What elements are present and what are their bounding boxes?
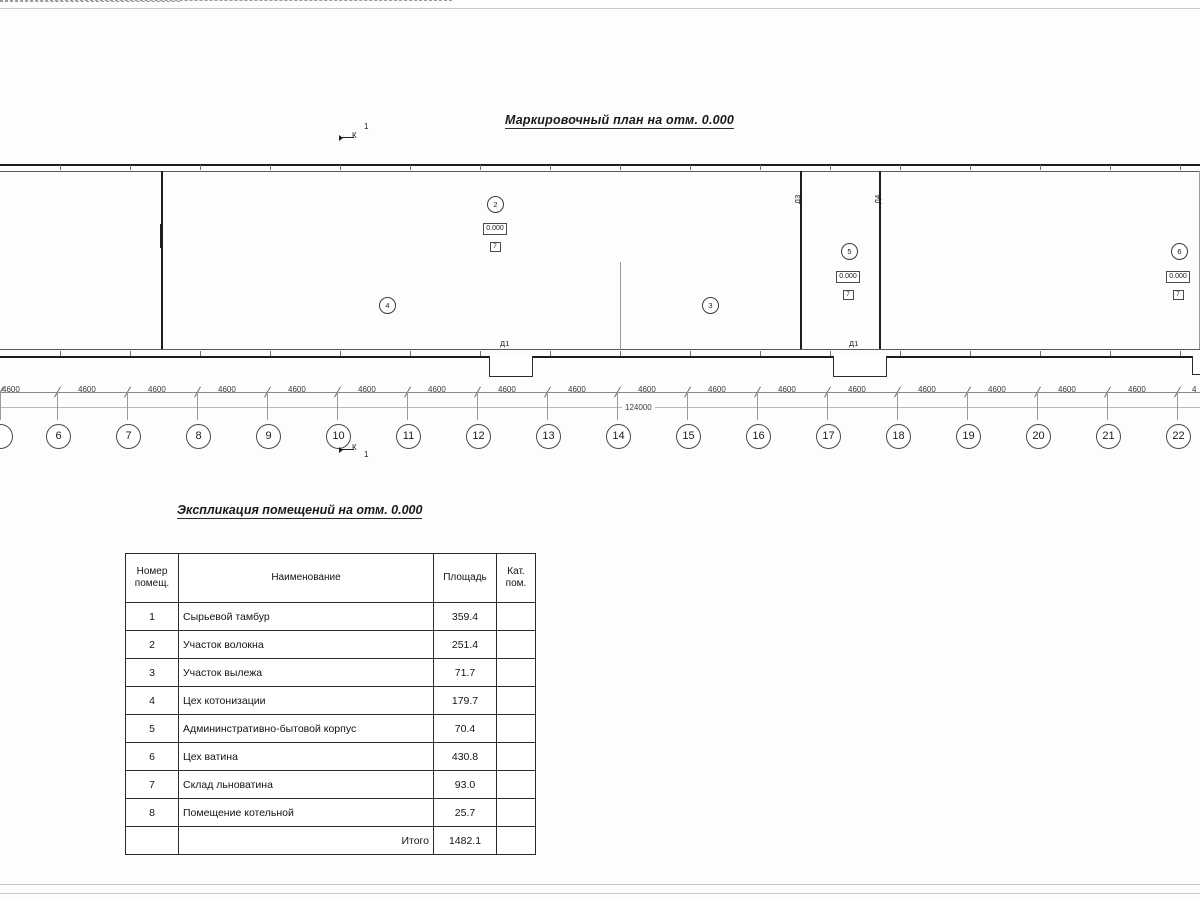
dimension-value: 4600: [918, 385, 936, 394]
cell-area: 93.0: [434, 771, 497, 799]
partition-axis-7: [161, 171, 163, 349]
room-bubble-3: 3: [702, 297, 719, 314]
dimension-value: 4600: [708, 385, 726, 394]
cell-empty: [126, 827, 179, 855]
table-row: [126, 659, 536, 687]
axis-bubble-15[interactable]: 15: [676, 424, 701, 449]
cell-number: 2: [126, 631, 179, 659]
header-number-line1: Номер: [136, 566, 168, 577]
axis-bubble-18[interactable]: 18: [886, 424, 911, 449]
door-label-d1-right: Д1: [849, 339, 859, 348]
section-mark-label: К: [352, 443, 357, 452]
axis-bubble-17[interactable]: 17: [816, 424, 841, 449]
dimension-value: 4600: [358, 385, 376, 394]
cell-category: [497, 659, 536, 687]
cell-name: Цех котонизации: [179, 687, 434, 715]
dimension-value-partial: 4: [1192, 385, 1197, 394]
door-opening-d1-right: [833, 356, 887, 377]
dimension-value: 4600: [2, 385, 20, 394]
section-mark-number: 1: [364, 450, 369, 459]
cell-area: 179.7: [434, 687, 497, 715]
explication-title: Экспликация помещений на отм. 0.000: [177, 503, 423, 517]
door-opening-right-edge: [1192, 356, 1200, 375]
table-header-row: [126, 554, 536, 603]
cell-number: 8: [126, 799, 179, 827]
dimension-value: 4600: [148, 385, 166, 394]
section-mark-top: [352, 122, 369, 140]
axis-bubble-7[interactable]: 7: [116, 424, 141, 449]
section-mark-label: К: [352, 131, 357, 140]
total-label: Итого: [179, 827, 434, 855]
room-bubble-4: 4: [379, 297, 396, 314]
dimension-line: [0, 392, 1200, 393]
cell-category: [497, 687, 536, 715]
dimension-value: 4600: [638, 385, 656, 394]
dimension-value: 4600: [288, 385, 306, 394]
axis-bubble-22[interactable]: 22: [1166, 424, 1191, 449]
cell-name: Сырьевой тамбур: [179, 603, 434, 631]
cell-number: 6: [126, 743, 179, 771]
axis-bubble-6[interactable]: 6: [46, 424, 71, 449]
cell-category: [497, 715, 536, 743]
cell-name: Админинстративно-бытовой корпус: [179, 715, 434, 743]
explication-table: [125, 553, 536, 855]
wall-top-inner: [0, 171, 1200, 172]
elevation-value: 0.000: [836, 271, 860, 283]
wall-bottom-inner: [0, 349, 1200, 350]
section-mark-number: 1: [364, 122, 369, 131]
cell-name: Склад льноватина: [179, 771, 434, 799]
dimension-value: 4600: [848, 385, 866, 394]
dimension-value: 4600: [1058, 385, 1076, 394]
section-mark-bottom: [352, 443, 369, 459]
axis-bubble-21[interactable]: 21: [1096, 424, 1121, 449]
door-opening-d1-left: [489, 356, 533, 377]
dimension-value: 4600: [568, 385, 586, 394]
room-bubble-5: 5: [841, 243, 858, 260]
elevation-tag-room2: [480, 217, 510, 253]
table-row: [126, 743, 536, 771]
sheet-frame-top: [0, 8, 1200, 9]
cell-area: 251.4: [434, 631, 497, 659]
cell-category: [497, 603, 536, 631]
total-dimension-line: [0, 407, 1200, 408]
axis-bubble-5[interactable]: [0, 424, 13, 449]
cell-category: [497, 799, 536, 827]
cell-number: 1: [126, 603, 179, 631]
door-label-d3: Д3: [793, 194, 802, 204]
cell-name: Участок волокна: [179, 631, 434, 659]
header-category-line1: Кат.: [507, 566, 525, 577]
table-row: [126, 603, 536, 631]
flag-icon: 7: [490, 242, 501, 252]
plan-title: Маркировочный план на отм. 0.000: [505, 113, 735, 127]
section-arrow-top: [340, 137, 354, 138]
header-number: [126, 554, 179, 603]
partition-inner-mid: [620, 262, 621, 349]
door-label-d1-left: Д1: [500, 339, 510, 348]
cell-name: Помещение котельной: [179, 799, 434, 827]
table-row: [126, 771, 536, 799]
dimension-value: 4600: [218, 385, 236, 394]
door-label-d4: Д4: [873, 194, 882, 204]
section-arrow-bottom: [340, 449, 354, 450]
header-category-line2: пом.: [505, 578, 527, 589]
flag-icon: 7: [843, 290, 854, 300]
partition-stub-left: [160, 224, 162, 248]
header-name: Наименование: [179, 554, 434, 603]
axis-bubble-10[interactable]: 10: [326, 424, 351, 449]
sheet-frame-bottom: [0, 884, 1200, 885]
dimension-value: 4600: [1128, 385, 1146, 394]
header-number-line2: помещ.: [134, 578, 170, 589]
elevation-tag-room6: [1163, 265, 1193, 301]
cell-number: 5: [126, 715, 179, 743]
dimension-value: 4600: [428, 385, 446, 394]
table-row: [126, 799, 536, 827]
table-row: [126, 631, 536, 659]
axis-bubble-9[interactable]: 9: [256, 424, 281, 449]
cell-area: 70.4: [434, 715, 497, 743]
table-total-row: [126, 827, 536, 855]
cell-area: 430.8: [434, 743, 497, 771]
cell-category: [497, 631, 536, 659]
axis-bubble-16[interactable]: 16: [746, 424, 771, 449]
dimension-value: 4600: [78, 385, 96, 394]
total-area: 1482.1: [434, 827, 497, 855]
wall-top-outer: [0, 164, 1200, 166]
axis-bubble-19[interactable]: 19: [956, 424, 981, 449]
cell-empty: [497, 827, 536, 855]
cell-name: Цех ватина: [179, 743, 434, 771]
header-category: [497, 554, 536, 603]
cell-category: [497, 771, 536, 799]
elevation-value: 0.000: [483, 223, 507, 235]
dimension-value: 4600: [988, 385, 1006, 394]
elevation-tag-room5: [833, 265, 863, 301]
cell-area: 25.7: [434, 799, 497, 827]
dimension-value: 4600: [778, 385, 796, 394]
table-row: [126, 715, 536, 743]
room-bubble-2: 2: [487, 196, 504, 213]
cell-name: Участок вылежа: [179, 659, 434, 687]
cell-number: 4: [126, 687, 179, 715]
cell-number: 7: [126, 771, 179, 799]
axis-bubble-12[interactable]: 12: [466, 424, 491, 449]
flag-icon: 7: [1173, 290, 1184, 300]
cell-area: 359.4: [434, 603, 497, 631]
wall-bottom-outer: [0, 356, 1200, 358]
header-area: Площадь: [434, 554, 497, 603]
axis-bubble-14[interactable]: 14: [606, 424, 631, 449]
sheet-frame-bottom-2: [0, 893, 1200, 894]
dimension-value: 4600: [498, 385, 516, 394]
cell-category: [497, 743, 536, 771]
table-row: [126, 687, 536, 715]
inner-dashed-line-right: [0, 1, 180, 2]
cell-area: 71.7: [434, 659, 497, 687]
room-bubble-6: 6: [1171, 243, 1188, 260]
elevation-value: 0.000: [1166, 271, 1190, 283]
axis-bubble-8[interactable]: 8: [186, 424, 211, 449]
cell-number: 3: [126, 659, 179, 687]
axis-bubble-20[interactable]: 20: [1026, 424, 1051, 449]
axis-bubble-11[interactable]: 11: [396, 424, 421, 449]
total-dimension-value: 124000: [622, 403, 655, 412]
axis-bubble-13[interactable]: 13: [536, 424, 561, 449]
